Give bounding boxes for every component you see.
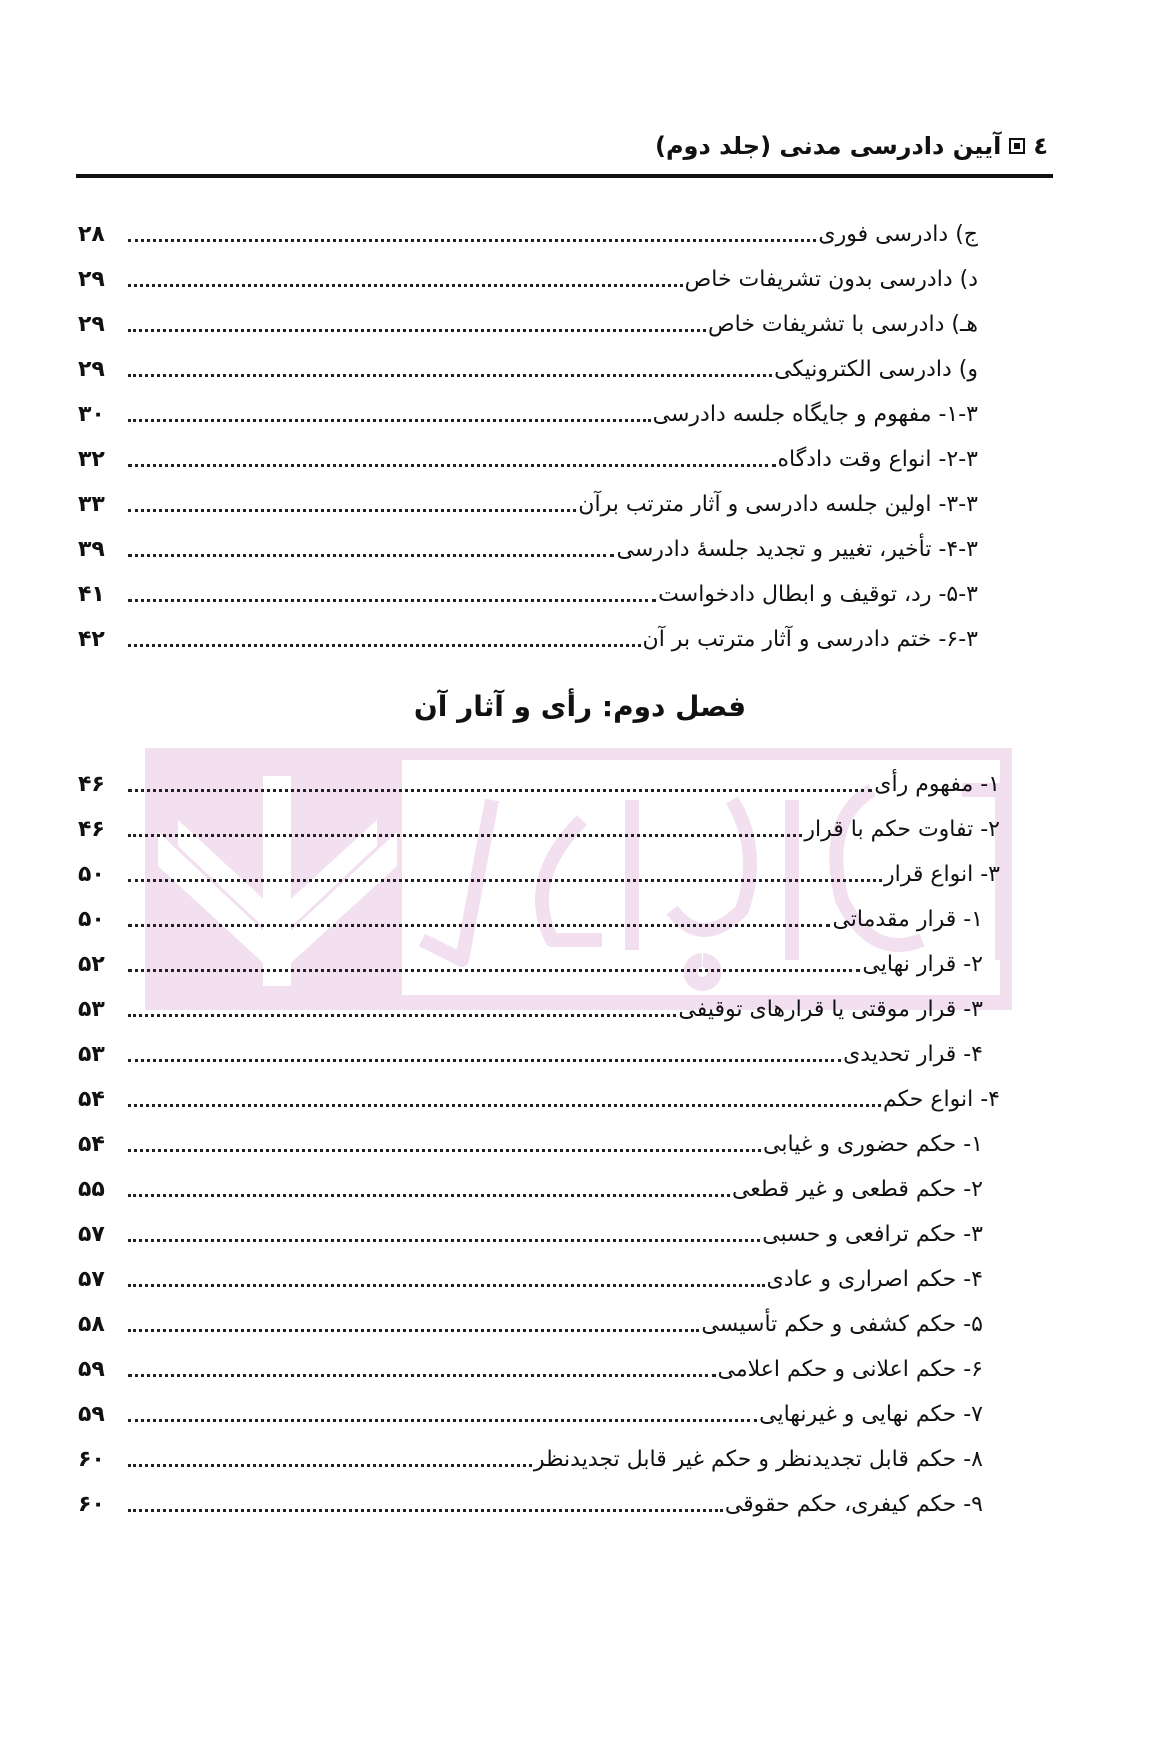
toc-entry[interactable]: ۳- حکم ترافعی و حسبی ۵۷ [78, 1222, 983, 1247]
toc-entry[interactable]: ۳- قرار موقتی یا قرارهای توقیفی ۵۳ [78, 997, 983, 1022]
toc-entry[interactable]: هـ) دادرسی با تشریفات خاص ۲۹ [78, 312, 978, 337]
toc-entry[interactable]: ۴- حکم اصراری و عادی ۵۷ [78, 1267, 983, 1292]
toc-entry[interactable]: ۷- حکم نهایی و غیرنهایی ۵۹ [78, 1402, 983, 1427]
toc-entry[interactable]: ۴- قرار تحدیدی ۵۳ [78, 1042, 983, 1067]
page-number: ٤ [1033, 132, 1048, 160]
toc-entry[interactable]: و) دادرسی الکترونیکی ۲۹ [78, 357, 978, 382]
dot-leader [128, 1329, 699, 1332]
dot-leader [128, 374, 772, 377]
dot-leader [128, 1239, 760, 1242]
running-head [655, 132, 1048, 160]
toc-entry[interactable]: ۱- قرار مقدماتی ۵۰ [78, 907, 983, 932]
toc-entry[interactable]: ۶- حکم اعلانی و حکم اعلامی ۵۹ [78, 1357, 983, 1382]
dot-leader [128, 509, 576, 512]
dot-leader [128, 599, 656, 602]
toc-entry[interactable]: ج) دادرسی فوری ۲۸ [78, 222, 978, 247]
dot-leader [128, 1104, 881, 1107]
square-bullet-icon [1009, 138, 1025, 154]
toc-entry[interactable]: ۹- حکم کیفری، حکم حقوقی ۶۰ [78, 1492, 983, 1517]
dot-leader [128, 924, 830, 927]
dot-leader [128, 1374, 716, 1377]
toc-entry[interactable]: ۲-۳- انواع وقت دادگاه ۳۲ [78, 447, 978, 472]
dot-leader [128, 239, 816, 242]
toc-entry[interactable]: ۱- حکم حضوری و غیابی ۵۴ [78, 1132, 983, 1157]
dot-leader [128, 464, 776, 467]
dot-leader [128, 789, 872, 792]
toc-entry[interactable]: ۲- تفاوت حکم با قرار ۴۶ [78, 817, 1000, 842]
book-title: آیین دادرسی مدنی (جلد دوم) [654, 132, 1002, 160]
dot-leader [128, 554, 614, 557]
dot-leader [128, 969, 860, 972]
toc-entry[interactable]: ۱-۳- مفهوم و جایگاه جلسه دادرسی ۳۰ [78, 402, 978, 427]
chapter-title: فصل دوم: رأی و آثار آن [413, 690, 747, 723]
dot-leader [128, 1149, 761, 1152]
toc-entry[interactable]: ۲- قرار نهایی ۵۲ [78, 952, 983, 977]
dot-leader [128, 284, 683, 287]
dot-leader [128, 419, 651, 422]
dot-leader [128, 1419, 757, 1422]
dot-leader [128, 1014, 676, 1017]
dot-leader [128, 1059, 841, 1062]
header-rule [76, 174, 1053, 178]
dot-leader [128, 329, 706, 332]
toc-entry[interactable]: ۵- حکم کشفی و حکم تأسیسی ۵۸ [78, 1312, 983, 1337]
toc-entry[interactable]: ۱- مفهوم رأی ۴۶ [78, 772, 1000, 797]
dot-leader [128, 834, 802, 837]
toc-entry[interactable]: د) دادرسی بدون تشریفات خاص ۲۹ [78, 267, 978, 292]
toc-entry[interactable]: ۸- حکم قابل تجدیدنظر و حکم غیر قابل تجدیدنظر ۶۰ [78, 1447, 983, 1472]
dot-leader [128, 644, 641, 647]
toc-entry[interactable]: ۴-۳- تأخیر، تغییر و تجدید جلسهٔ دادرسی ۳۹ [78, 537, 978, 562]
dot-leader [128, 879, 882, 882]
dot-leader [128, 1194, 730, 1197]
toc-entry[interactable]: ۵-۳- رد، توقیف و ابطال دادخواست ۴۱ [78, 582, 978, 607]
dot-leader [128, 1464, 532, 1467]
toc-entry[interactable]: ۴- انواع حکم ۵۴ [78, 1087, 1000, 1112]
toc-entry[interactable]: ۶-۳- ختم دادرسی و آثار مترتب بر آن ۴۲ [78, 627, 978, 652]
toc-entry[interactable]: ۳- انواع قرار ۵۰ [78, 862, 1000, 887]
toc-entry[interactable]: ۲- حکم قطعی و غیر قطعی ۵۵ [78, 1177, 983, 1202]
dot-leader [128, 1284, 765, 1287]
toc-entry[interactable]: ۳-۳- اولین جلسه دادرسی و آثار مترتب برآن ۳۳ [78, 492, 978, 517]
dot-leader [128, 1509, 723, 1512]
